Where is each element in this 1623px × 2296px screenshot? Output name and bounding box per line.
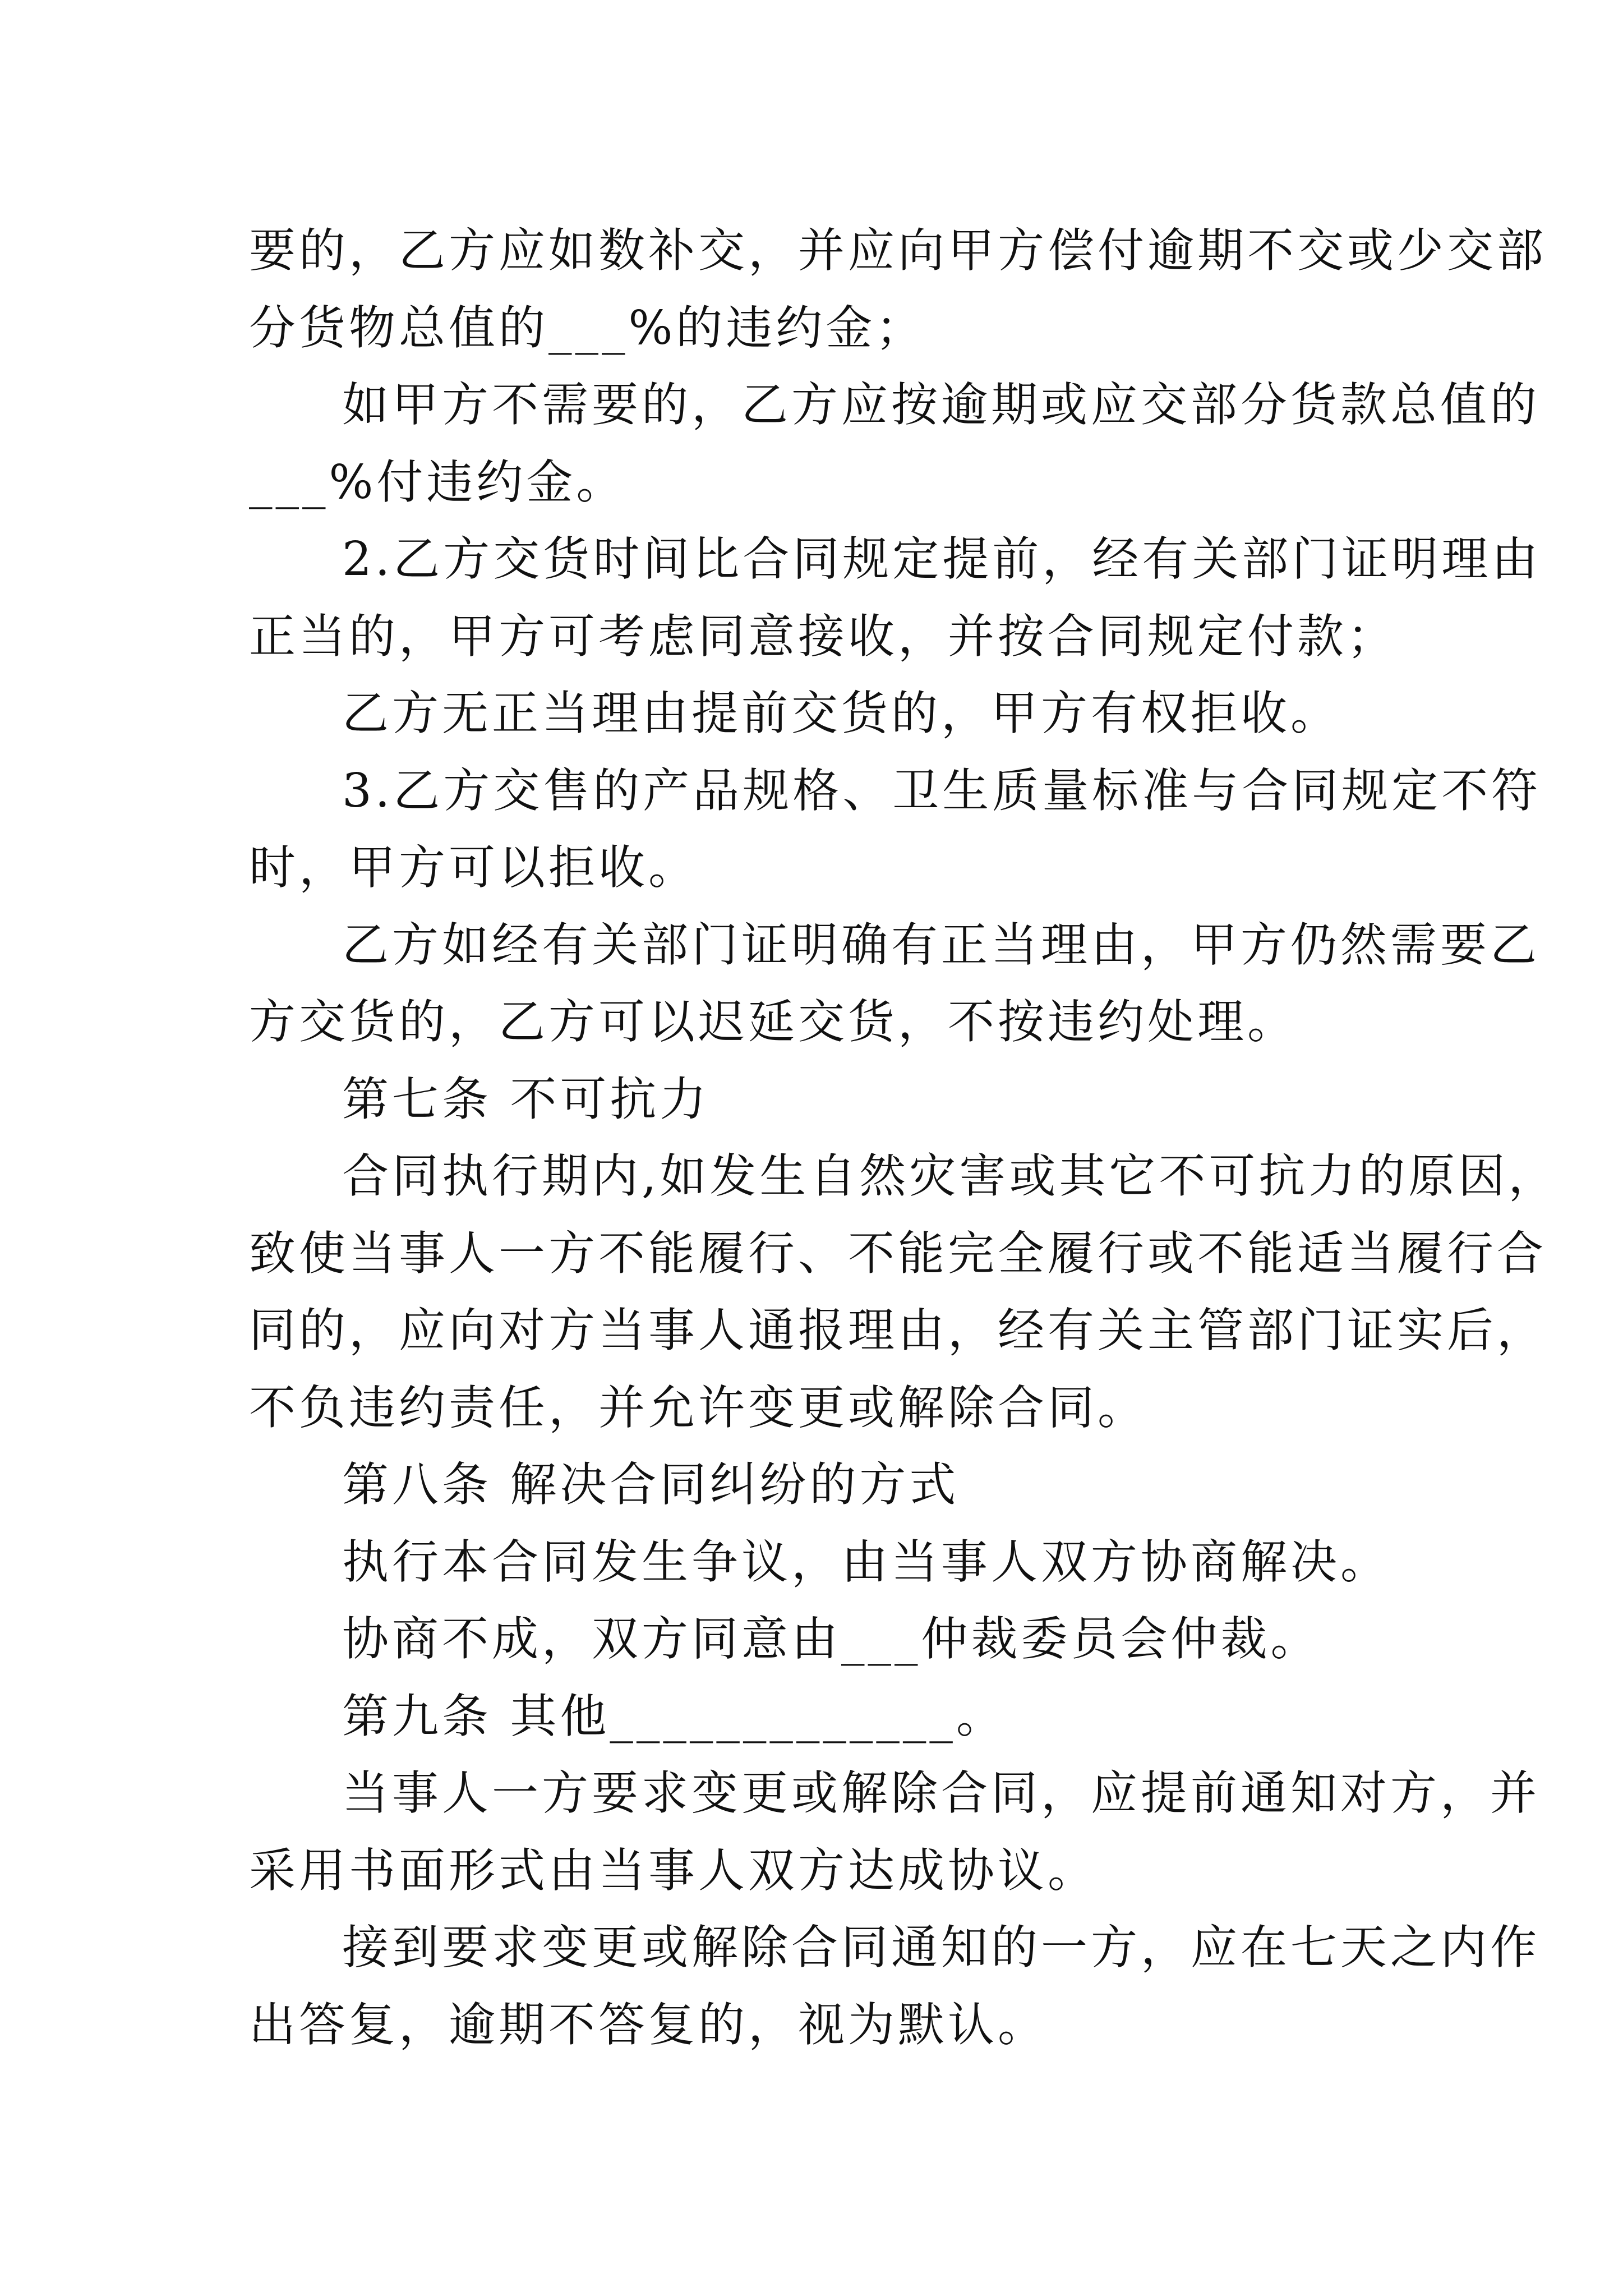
text-line: 致使当事人一方不能履行、不能完全履行或不能适当履行合 xyxy=(249,1226,1547,1281)
text-line: 当事人一方要求变更或解除合同，应提前通知对方，并 xyxy=(342,1766,1540,1820)
text-line: 第八条 解决合同纠纷的方式 xyxy=(342,1457,960,1512)
text-line: 乙方无正当理由提前交货的，甲方有权拒收。 xyxy=(342,686,1340,740)
text-line: 协商不成，双方同意由___仲裁委员会仲裁。 xyxy=(342,1612,1321,1666)
text-line: 第七条 不可抗力 xyxy=(342,1071,710,1126)
document-body xyxy=(249,212,1559,2063)
text-line: ___%付违约金。 xyxy=(249,454,626,509)
text-line: 执行本合同发生争议，由当事人双方协商解决。 xyxy=(342,1534,1390,1589)
text-line: 合同执行期内,如发生自然灾害或其它不可抗力的原因， xyxy=(342,1149,1559,1203)
text-line: 采用书面形式由当事人双方达成协议。 xyxy=(249,1843,1098,1898)
text-line: 要的，乙方应如数补交，并应向甲方偿付逾期不交或少交部 xyxy=(249,223,1547,278)
text-line: 时，甲方可以拒收。 xyxy=(249,840,698,895)
text-line: 3.乙方交售的产品规格、卫生质量标准与合同规定不符 xyxy=(342,763,1542,818)
text-line: 正当的，甲方可考虑同意接收，并按合同规定付款； xyxy=(249,609,1397,664)
text-line: 分货物总值的___%的违约金； xyxy=(249,300,926,355)
text-line: 出答复，逾期不答复的，视为默认。 xyxy=(249,1997,1048,2052)
text-line: 乙方如经有关部门证明确有正当理由，甲方仍然需要乙 xyxy=(342,917,1540,972)
text-line: 2.乙方交货时间比合同规定提前，经有关部门证明理由 xyxy=(342,532,1542,586)
text-line: 方交货的，乙方可以迟延交货，不按违约处理。 xyxy=(249,995,1297,1049)
text-line: 不负违约责任，并允许变更或解除合同。 xyxy=(249,1380,1147,1435)
text-line: 如甲方不需要的，乙方应按逾期或应交部分货款总值的 xyxy=(342,378,1540,432)
text-line: 同的，应向对方当事人通报理由，经有关主管部门证实后， xyxy=(249,1303,1547,1358)
text-line: 第九条 其他_____________。 xyxy=(342,1688,1006,1743)
text-line: 接到要求变更或解除合同通知的一方，应在七天之内作 xyxy=(342,1920,1540,1975)
